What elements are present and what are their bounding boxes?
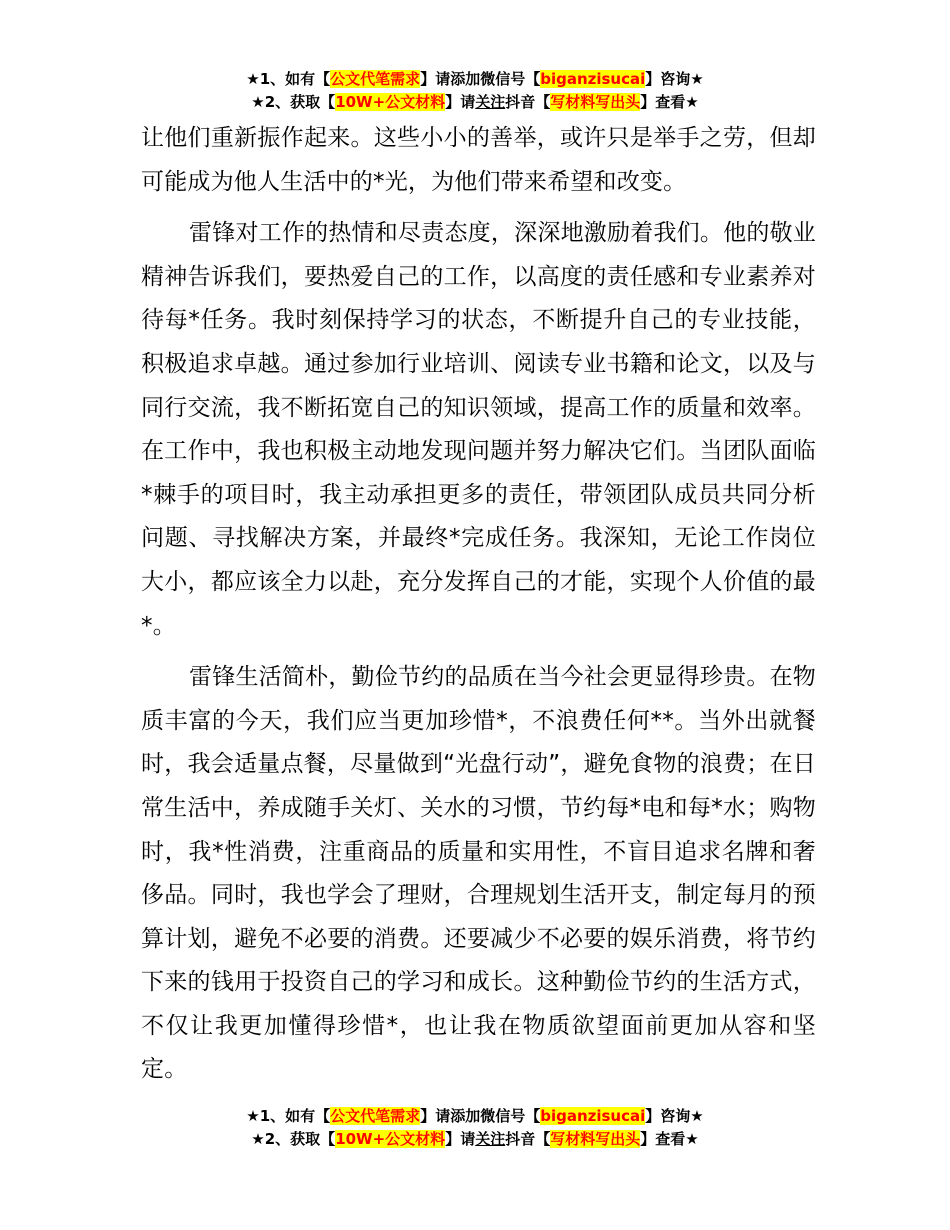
highlight-douyin: 写材料写出头: [550, 1130, 641, 1148]
header-banner: [0, 68, 950, 114]
banner-text: 】查看★: [640, 1130, 699, 1148]
document-body: [141, 117, 816, 1092]
banner-text: 】请: [445, 1130, 476, 1148]
highlight-service: 公文代笔需求: [330, 70, 421, 88]
paragraph-work-attitude: 雷锋对工作的热情和尽责态度，深深地激励着我们。他的敬业精神告诉我们，要热爱自己的工作，以高度的责任感和专业素养对待每*任务。我时刻保持学习的状态，不断提升自己的专业技能，积极追求卓越。通过参加行业培训、阅读专业书籍和论文，以及与同行交流，我不断拓宽自己的知识领域，提高工作的质量和效率。在工作中，我也积极主动地发现问题并努力解决它们。当团队面临*棘手的项目时，我主动承担更多的责任，带领团队成员共同分析问题、寻找解决方案，并最终*完成任务。我深知，无论工作岗位大小，都应该全力以赴，充分发挥自己的才能，实现个人价值的最*。: [141, 220, 816, 639]
paragraph-frugality: 雷锋生活简朴，勤俭节约的品质在当今社会更显得珍贵。在物质丰富的今天，我们应当更加珍惜*，不浪费任何**。当外出就餐时，我会适量点餐，尽量做到“光盘行动”，避免食物的浪费；在日常生活中，养成随手关灯、关水的习惯，节约每*电和每*水；购物时，我*性消费，注重商品的质量和实用性，不盲目追求名牌和奢侈品。同时，我也学会了理财，合理规划生活开支，制定每月的预算计划，避免不必要的消费。还要减少不必要的娱乐消费，将节约下来的钱用于投资自己的学习和成长。这种勤俭节约的生活方式，不仅让我更加懂得珍惜*，也让我在物质欲望面前更加从容和坚定。: [141, 664, 816, 1083]
underlined-follow: 关注: [475, 93, 506, 111]
banner-text: 】请添加微信号【: [420, 1107, 541, 1125]
banner-text: ★1、如有【: [246, 70, 331, 88]
banner-line-1: [0, 68, 950, 91]
highlight-wechat-id: biganzisucai: [540, 70, 646, 88]
underlined-follow: 关注: [475, 1130, 506, 1148]
banner-text: 】查看★: [640, 93, 699, 111]
banner-line-1: [0, 1105, 950, 1128]
banner-text: 抖音【: [505, 1130, 551, 1148]
banner-line-2: [0, 91, 950, 114]
banner-text: ★1、如有【: [246, 1107, 331, 1125]
highlight-materials: 10W+公文材料: [335, 93, 446, 111]
paragraph-continuation: 让他们重新振作起来。这些小小的善举，或许只是举手之劳，但却可能成为他人生活中的*光，为他们带来希望和改变。: [141, 125, 816, 195]
banner-line-2: [0, 1128, 950, 1151]
highlight-service: 公文代笔需求: [330, 1107, 421, 1125]
banner-text: 】请: [445, 93, 476, 111]
highlight-materials: 10W+公文材料: [335, 1130, 446, 1148]
banner-text: 】咨询★: [645, 70, 704, 88]
highlight-douyin: 写材料写出头: [550, 93, 641, 111]
banner-text: ★2、获取【: [251, 93, 336, 111]
banner-text: 】请添加微信号【: [420, 70, 541, 88]
highlight-wechat-id: biganzisucai: [540, 1107, 646, 1125]
banner-text: 】咨询★: [645, 1107, 704, 1125]
footer-banner: [0, 1105, 950, 1151]
banner-text: ★2、获取【: [251, 1130, 336, 1148]
banner-text: 抖音【: [505, 93, 551, 111]
